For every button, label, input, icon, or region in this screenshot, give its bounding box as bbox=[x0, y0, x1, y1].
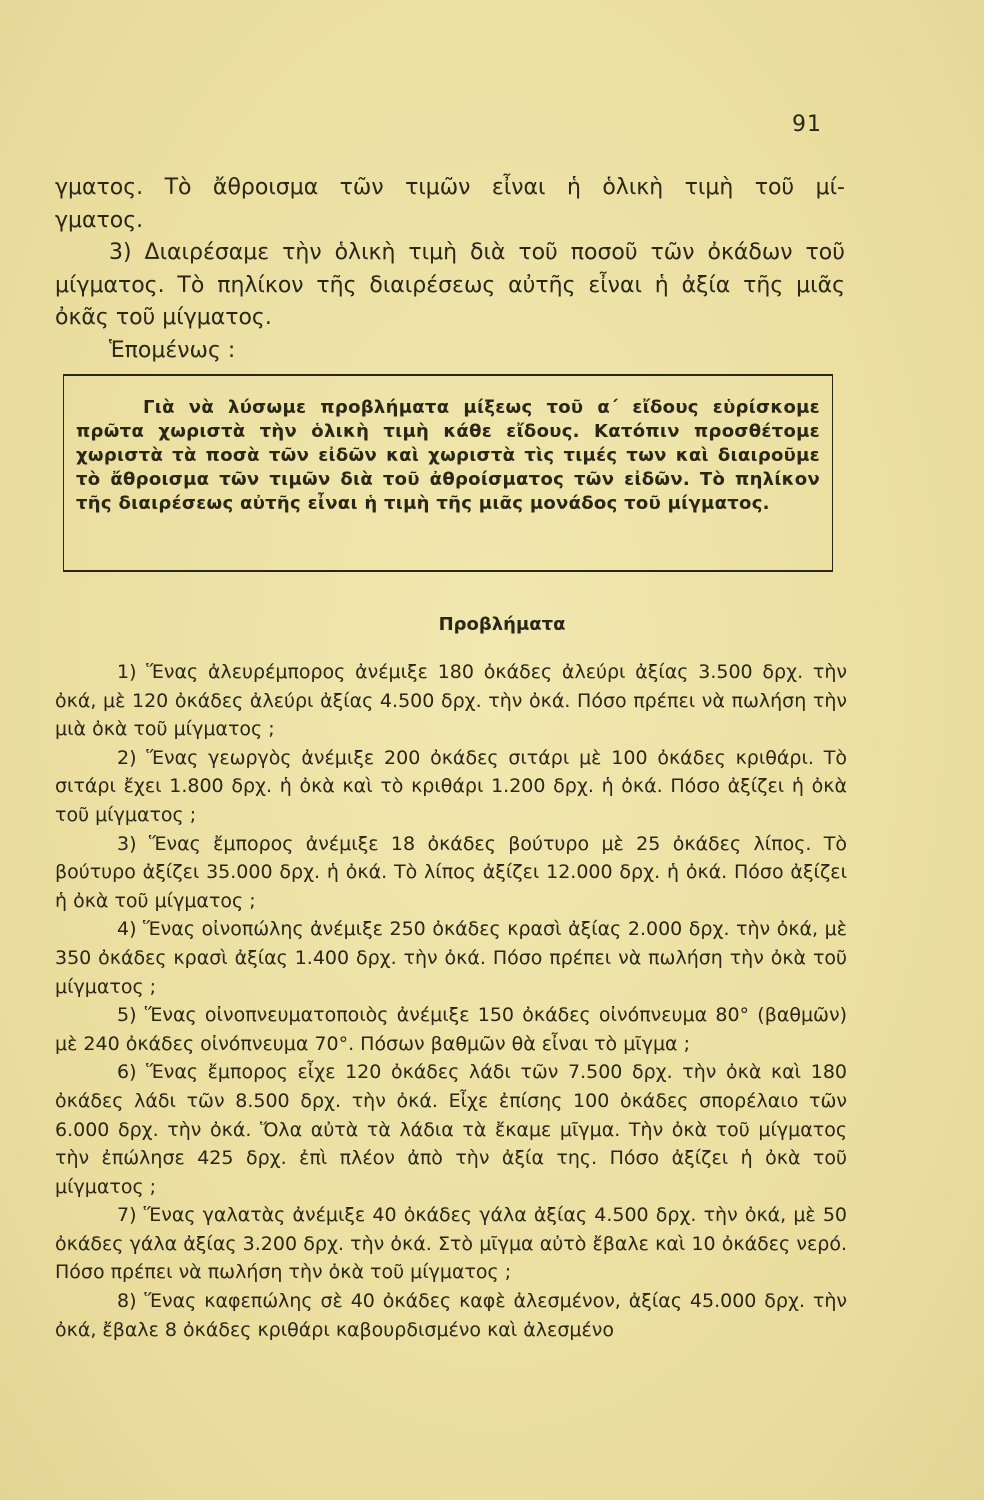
rule-paragraph: Γιὰ νὰ λύσωμε προβλήματα μίξεως τοῦ α΄ εἴδους εὑρίσκομε πρῶτα χωριστὰ τὴν ὁλικὴ τιμὴ κάθε εἴδους. Κατόπιν προσθέτομε χωριστὰ τὰ ποσὰ τῶν εἰδῶν καὶ χωριστὰ τὶς τιμές των καὶ διαιροῦμε τὸ ἄθροισμα τῶν τιμῶν διὰ τοῦ ἀθροίσματος τῶν εἰδῶν. Τὸ πηλίκον τῆς διαιρέσεως αὐτῆς εἶναι ἡ τιμὴ τῆς μιᾶς μονάδος τοῦ μίγματος. bbox=[76, 397, 820, 514]
problem-item: 5) Ἕνας οἰνοπνευματοποιὸς ἀνέμιξε 150 ὀκάδες οἰνόπνευμα 80° (βαθμῶν) μὲ 240 ὀκάδες οἰνόπνευμα 70°. Πόσων βαθμῶν θὰ εἶναι τὸ μῖγμα ; bbox=[55, 1004, 847, 1055]
problem-item: 1) Ἕνας ἀλευρέμπορος ἀνέμιξε 180 ὀκάδες ἀλεύρι ἀξίας 3.500 δρχ. τὴν ὀκά, μὲ 120 ὀκάδες ἀλεύρι ἀξίας 4.500 δρχ. τὴν ὀκά. Πόσο πρέπει νὰ πωλήση τὴν μιὰ ὀκὰ τοῦ μίγματος ; bbox=[55, 661, 847, 741]
problem-item: 8) Ἕνας καφεπώλης σὲ 40 ὀκάδες καφὲ ἀλεσμένον, ἀξίας 45.000 δρχ. τὴν ὀκά, ἔβαλε 8 ὀκάδες κριθάρι καβουρδισμένο καὶ ἀλεσμένο bbox=[55, 1290, 847, 1341]
intro-step-3: 3) Διαιρέσαμε τὴν ὁλικὴ τιμὴ διὰ τοῦ ποσοῦ τῶν ὀκάδων τοῦ μίγματος. Τὸ πηλίκον τῆς διαιρέσεως αὐτῆς εἶναι ἡ ἀξία τῆς μιᾶς ὀκᾶς τοῦ μίγματος. bbox=[55, 240, 845, 330]
intro-therefore: Ἑπομένως : bbox=[109, 337, 236, 363]
problem-item: 6) Ἕνας ἔμπορος εἶχε 120 ὀκάδες λάδι τῶν 7.500 δρχ. τὴν ὀκὰ καὶ 180 ὀκάδες λάδι τῶν 8.500 δρχ. τὴν ὀκά. Εἶχε ἐπίσης 100 ὀκάδες σπορέλαιο τῶν 6.000 δρχ. τὴν ὀκά. Ὅλα αὐτὰ τὰ λάδια τὰ ἔκαμε μῖγμα. Τὴν ὀκὰ τοῦ μίγματος τὴν ἐπώλησε 425 δρχ. ἐπὶ πλέον ἀπὸ τὴν ἀξία της. Πόσο ἀξίζει ἡ ὀκὰ τοῦ μίγματος ; bbox=[55, 1061, 847, 1198]
problems-heading: Προβλήματα bbox=[438, 614, 566, 635]
problem-item: 4) Ἕνας οἰνοπώλης ἀνέμιξε 250 ὀκάδες κρασὶ ἀξίας 2.000 δρχ. τὴν ὀκά, μὲ 350 ὀκάδες κρασὶ ἀξίας 1.400 δρχ. τὴν ὀκά. Πόσο πρέπει νὰ πωλήση τὴν ὀκὰ τοῦ μίγματος ; bbox=[55, 918, 847, 998]
intro-line-1: γματος. Τὸ ἄθροισμα τῶν τιμῶν εἶναι ἡ ὁλικὴ τιμὴ τοῦ μί- bbox=[55, 175, 845, 200]
problems-list bbox=[55, 658, 847, 1344]
page-number: 91 bbox=[792, 112, 822, 137]
problem-item: 2) Ἕνας γεωργὸς ἀνέμιξε 200 ὀκάδες σιτάρι μὲ 100 ὀκάδες κριθάρι. Τὸ σιτάρι ἔχει 1.800 δρχ. ἡ ὀκὰ καὶ τὸ κριθάρι 1.200 δρχ. ἡ ὀκά. Πόσο ἀξίζει ἡ ὀκὰ τοῦ μίγματος ; bbox=[55, 746, 847, 826]
intro-text bbox=[55, 172, 845, 367]
problem-item: 3) Ἕνας ἔμπορος ἀνέμιξε 18 ὀκάδες βούτυρο μὲ 25 ὀκάδες λίπος. Τὸ βούτυρο ἀξίζει 35.000 δρχ. ἡ ὀκά. Τὸ λίπος ἀξίζει 12.000 δρχ. ἡ ὀκά. Πόσο ἀξίζει ἡ ὀκὰ τοῦ μίγματος ; bbox=[55, 832, 847, 912]
problem-item: 7) Ἕνας γαλατὰς ἀνέμιξε 40 ὀκάδες γάλα ἀξίας 4.500 δρχ. τὴν ὀκά, μὲ 50 ὀκάδες γάλα ἀξίας 3.200 δρχ. τὴν ὀκά. Στὸ μῖγμα αὐτὸ ἔβαλε καὶ 10 ὀκάδες νερό. Πόσο πρέπει νὰ πωλήση τὴν ὀκὰ τοῦ μίγματος ; bbox=[55, 1204, 847, 1284]
rule-box-text bbox=[76, 396, 820, 516]
intro-line-2: γματος. bbox=[55, 207, 144, 233]
